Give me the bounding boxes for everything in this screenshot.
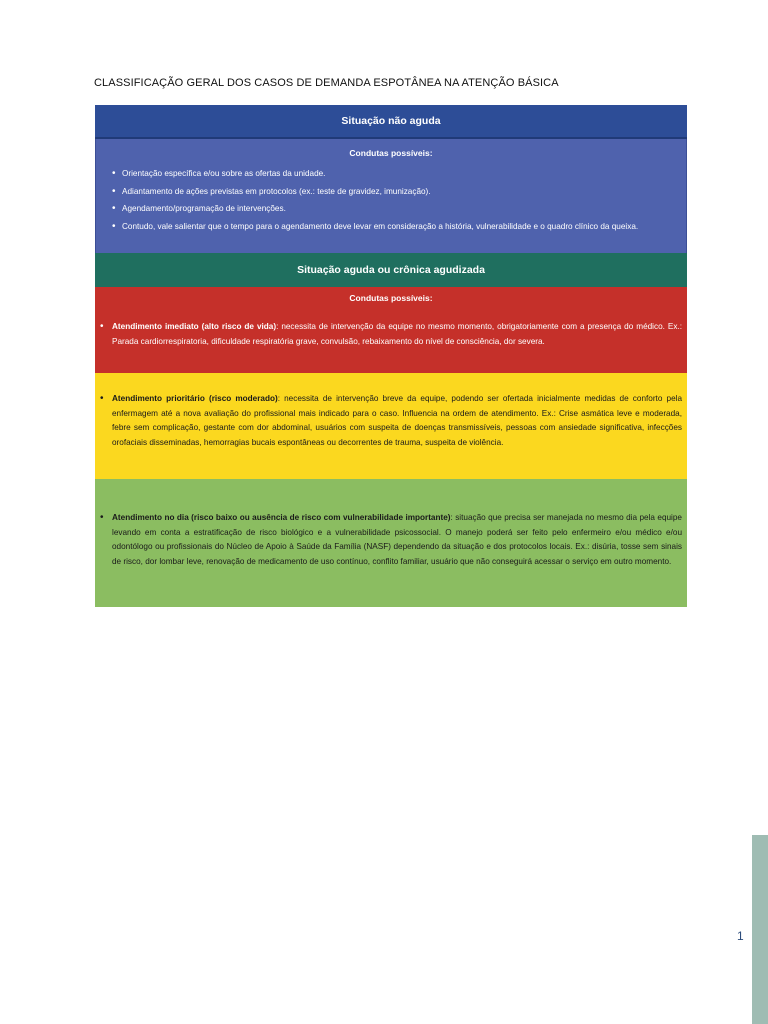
page-number: 1	[737, 929, 744, 943]
bullet-icon: •	[100, 393, 104, 404]
same-day-care-text: : situação que precisa ser manejada no mesmo dia pela equipe levando em conta a estratificação de risco biológico e a vulnerabilidade psicossocial. O manejo poderá ser feito pelo enfermeiro e/ou médico e/ou odontólogo ou profissionais do Núcleo de Apoio à Saúde da Família (NASF) dependendo da situação e dos protocolos locais. Ex.: disúria, tosse sem sinais de risco, dor lombar leve, renovação de medicamento de uso contínuo, conflito familiar, usuário que não conseguirá acessar o serviço em outro momento.	[112, 513, 682, 566]
list-item: • Orientação específica e/ou sobre as ofertas da unidade.	[114, 167, 678, 182]
priority-care-paragraph	[100, 392, 682, 450]
same-day-care-paragraph	[100, 511, 682, 569]
bullet-icon: •	[100, 512, 104, 523]
bullet-icon: •	[100, 321, 104, 332]
non-acute-header-label: Situação não aguda	[341, 115, 441, 127]
acute-header	[95, 253, 687, 287]
immediate-care-text: : necessita de intervenção da equipe no mesmo momento, obrigatoriamente com a presença do médico. Ex.: Parada cardiorrespiratoria, dificuldade respiratória grave, convulsão, rebaixamento do nível de consciência, dor severa.	[112, 322, 682, 346]
immediate-care-label: Atendimento imediato (alto risco de vida)	[112, 322, 277, 331]
immediate-care-paragraph	[100, 320, 682, 349]
non-acute-list	[104, 167, 678, 234]
acute-header-label: Situação aguda ou crônica agudizada	[297, 264, 485, 276]
same-day-care-section	[95, 479, 687, 607]
non-acute-header	[95, 105, 687, 139]
page-side-bar	[752, 835, 768, 1024]
list-item: • Contudo, vale salientar que o tempo para o agendamento deve levar em consideração a história, vulnerabilidade e o quadro clínico da queixa.	[114, 220, 678, 235]
list-item: • Adiantamento de ações previstas em protocolos (ex.: teste de gravidez, imunização).	[114, 185, 678, 200]
priority-care-label: Atendimento prioritário (risco moderado)	[112, 394, 278, 403]
classification-table	[95, 105, 687, 607]
non-acute-section	[95, 139, 687, 253]
immediate-care-section	[95, 287, 687, 373]
document-title: CLASSIFICAÇÃO GERAL DOS CASOS DE DEMANDA ESPOTÂNEA NA ATENÇÃO BÁSICA	[94, 77, 559, 89]
non-acute-subtitle: Condutas possíveis:	[349, 148, 433, 158]
same-day-care-label: Atendimento no dia (risco baixo ou ausência de risco com vulnerabilidade importante)	[112, 513, 451, 522]
list-item: • Agendamento/programação de intervenções.	[114, 202, 678, 217]
acute-subtitle: Condutas possíveis:	[349, 293, 433, 303]
priority-care-section	[95, 373, 687, 479]
priority-care-text: : necessita de intervenção breve da equipe, podendo ser ofertada inicialmente medidas de conforto pela enfermagem até a nova avaliação do profissional mais indicado para o caso. Influencia na ordem de atendimento. Ex.: Crise asmática leve e moderada, febre sem complicação, gestante com dor abdominal, usuários com suspeita de doenças transmissíveis, pessoas com ansiedade significativa, infecções orofaciais disseminadas, hemorragias bucais espontâneas ou decorrentes de trauma, suspeita de violência.	[112, 394, 682, 447]
